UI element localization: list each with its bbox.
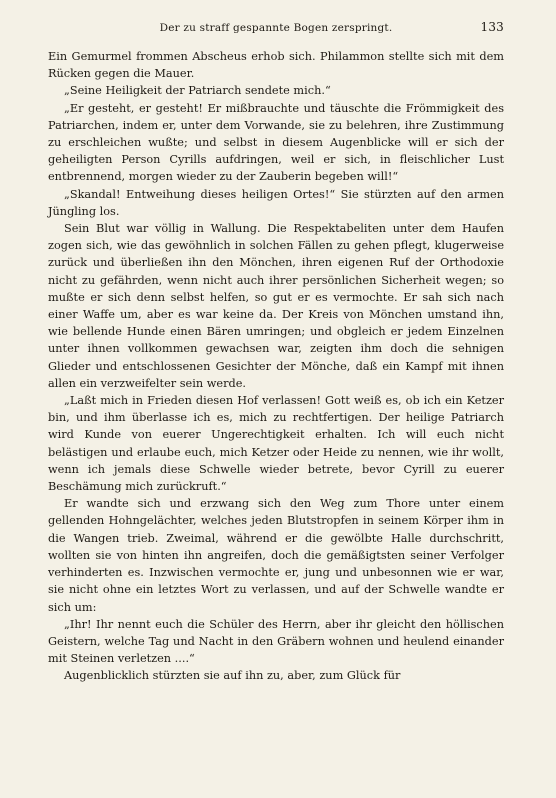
running-header: [48, 18, 504, 40]
paragraph: „Ihr! Ihr nennt euch die Schüler des Herrn, aber ihr gleicht den höllischen Geistern, welche Tag und Nacht in den Gräbern wohnen und heulend einander mit Steinen verletzen ....“: [48, 617, 504, 666]
paragraph: Er wandte sich und erzwang sich den Weg zum Thore unter einem gellenden Hohngelächter, welches jeden Blutstropfen in seinem Körper ihm in die Wangen trieb. Zweimal, während er die gewölbte Halle durchschritt, wollten sie von hinten ihn angreifen, doch die gemäßigtsten seiner Verfolger verhinderten es. Inzwischen vermochte er, jung und unbesonnen wie er war, sie nicht ohne ein letztes Wort zu verlassen, und auf der Schwelle wandte er sich um:: [48, 497, 504, 614]
page-body: [48, 48, 504, 685]
paragraph: „Skandal! Entweihung dieses heiligen Ortes!“ Sie stürzten auf den armen Jüngling los.: [48, 187, 504, 218]
paragraph: „Er gesteht, er gesteht! Er mißbrauchte und täuschte die Frömmigkeit des Patriarchen, indem er, unter dem Vorwande, sie zu belehren, ihre Zustimmung zu erschleichen wußte; und selbst in diesem Augenblicke will er sich der geheiligten Person Cyrills aufdringen, weil er sich, in fleischlicher Lust entbrennend, morgen wieder zu der Zauberin begeben will!“: [48, 101, 504, 184]
paragraph: Ein Gemurmel frommen Abscheus erhob sich. Philammon stellte sich mit dem Rücken gegen die Mauer.: [48, 50, 504, 81]
paragraph: „Laßt mich in Frieden diesen Hof verlassen! Gott weiß es, ob ich ein Ketzer bin, und ihm überlasse ich es, mich zu rechtfertigen. Der heilige Patriarch wird Kunde von euerer Ungerechtigkeit erhalten. Ich will euch nicht belästigen und erlaube euch, mich Ketzer oder Heide zu nennen, wie ihr wollt, wenn ich jemals diese Schwelle wieder betrete, bevor Cyrill zu euerer Beschämung mich zurückruft.“: [48, 394, 504, 494]
paragraph: Augenblicklich stürzten sie auf ihn zu, aber, zum Glück für: [64, 669, 401, 683]
paragraph: Sein Blut war völlig in Wallung. Die Respektabeliten unter dem Haufen zogen sich, wie das gewöhnlich in solchen Fällen zu gehen pflegt, klugerweise zurück und überließen ihn den Mönchen, ihren eigenen Ruf der Orthodoxie nicht zu gefährden, wenn nicht auch ihrer persönlichen Sicherheit wegen; so mußte er sich denn selbst helfen, so gut er es vermochte. Er sah sich nach einer Waffe um, aber es war keine da. Der Kreis von Mönchen umstand ihn, wie bellende Hunde einen Bären umringen; und obgleich er jedem Einzelnen unter ihnen vollkommen gewachsen war, zeigten ihm doch die sehnigen Glieder und entschlossenen Gesichter der Mönche, daß ein Kampf mit ihnen allen ein verzweifelter sein werde.: [48, 222, 504, 390]
running-title: Der zu straff gespannte Bogen zerspringt.: [159, 22, 393, 34]
paragraph: „Seine Heiligkeit der Patriarch sendete mich.“: [64, 84, 331, 98]
page-number: 133: [480, 20, 504, 34]
